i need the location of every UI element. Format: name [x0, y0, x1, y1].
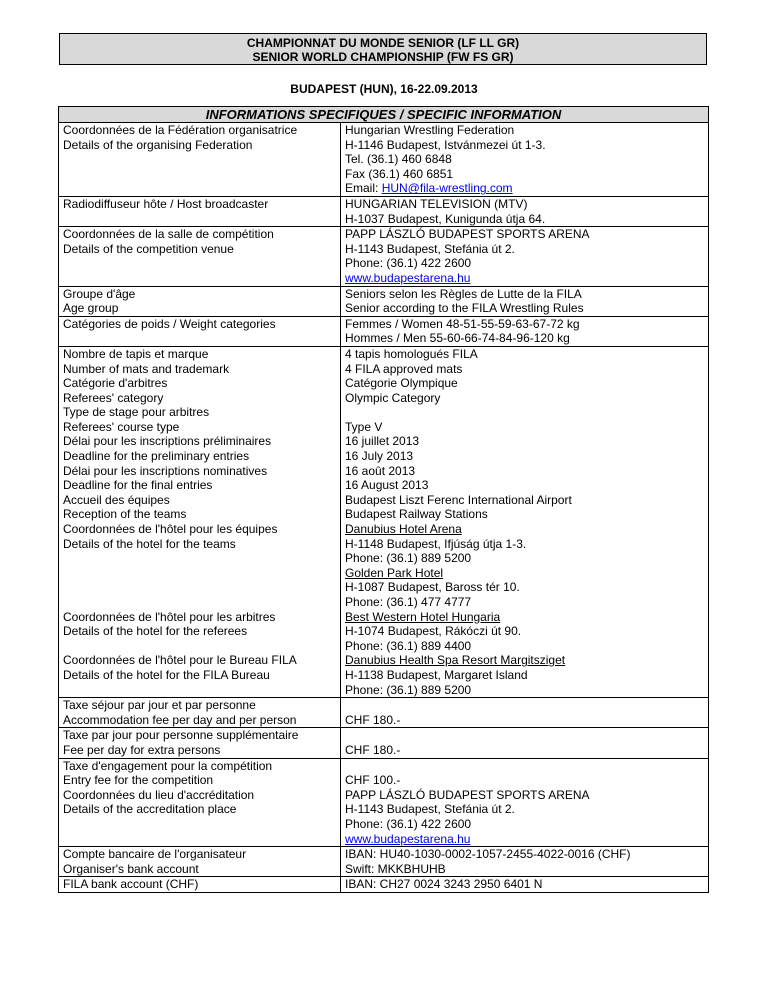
row-label	[59, 123, 341, 197]
table-row	[59, 758, 709, 847]
value-line: HUNGARIAN TELEVISION (MTV)	[345, 196, 528, 211]
value-line: Type V	[345, 419, 383, 434]
label-line: Taxe d'engagement pour la compétition	[63, 758, 273, 773]
row-label	[59, 728, 341, 758]
hotel-name: Danubius Health Spa Resort Margitsziget	[345, 653, 566, 668]
label-line	[63, 595, 336, 610]
value-line: H-1146 Budapest, Istvánmezei út 1-3.	[345, 137, 546, 152]
value-line: H-1138 Budapest, Margaret Island	[345, 667, 528, 682]
row-label	[59, 698, 341, 728]
label-line: Coordonnées de l'hôtel pour le Bureau FILA	[63, 653, 297, 668]
title-english: SENIOR WORLD CHAMPIONSHIP (FW FS GR)	[252, 50, 514, 64]
hotel-name: Golden Park Hotel	[345, 565, 444, 580]
row-label	[59, 227, 341, 286]
value-line: H-1087 Budapest, Baross tér 10.	[345, 580, 520, 595]
value-line: Olympic Category	[345, 390, 441, 405]
label-line: Accueil des équipes	[63, 492, 170, 507]
value-line	[345, 832, 704, 847]
value-line: Senior according to the FILA Wrestling Rules	[345, 301, 584, 316]
table-row	[59, 728, 709, 758]
value-line: H-1148 Budapest, Ifjúság útja 1-3.	[345, 536, 527, 551]
row-value	[341, 316, 709, 346]
link[interactable]: HUN@fila-wrestling.com	[381, 181, 513, 196]
label-line: Groupe d'âge	[63, 286, 136, 301]
value-line: Femmes / Women 48-51-55-59-63-67-72 kg	[345, 316, 580, 331]
label-line: Radiodiffuseur hôte / Host broadcaster	[63, 196, 269, 211]
table-row	[59, 286, 709, 316]
label-line: Number of mats and trademark	[63, 361, 230, 376]
label-line: Details of the hotel for the FILA Bureau	[63, 667, 270, 682]
label-line: Délai pour les inscriptions nominatives	[63, 463, 268, 478]
value-line	[345, 566, 704, 581]
table-row	[59, 346, 709, 697]
label-line: Organiser's bank account	[63, 861, 199, 876]
value-line: 16 July 2013	[345, 449, 414, 464]
row-value	[341, 286, 709, 316]
hotel-name: Danubius Hotel Arena	[345, 522, 462, 537]
table-heading-row	[59, 107, 709, 123]
row-value	[341, 123, 709, 197]
row-value	[341, 346, 709, 697]
label-line: Details of the accreditation place	[63, 802, 237, 817]
table-row	[59, 196, 709, 226]
value-line: Swift: MKKBHUHB	[345, 861, 446, 876]
label-line	[63, 580, 336, 595]
label-line: Coordonnées de l'hôtel pour les équipes	[63, 522, 278, 537]
value-line: Budapest Railway Stations	[345, 507, 488, 522]
value-line: 16 August 2013	[345, 478, 429, 493]
label-line: Catégories de poids / Weight categories	[63, 316, 276, 331]
label-line: Reception of the teams	[63, 507, 187, 522]
title-box	[59, 33, 707, 65]
label-line	[63, 639, 336, 654]
value-line: Fax (36.1) 460 6851	[345, 166, 454, 181]
value-line: Hommes / Men 55-60-66-74-84-96-120 kg	[345, 331, 570, 346]
value-line: H-1143 Budapest, Stefánia út 2.	[345, 241, 515, 256]
label-line: Taxe par jour pour personne supplémentaire	[63, 728, 299, 743]
label-line: Deadline for the preliminary entries	[63, 449, 250, 464]
value-line: 16 juillet 2013	[345, 434, 420, 449]
value-line: PAPP LÁSZLÓ BUDAPEST SPORTS ARENA	[345, 787, 590, 802]
value-line: H-1037 Budapest, Kunigunda útja 64.	[345, 211, 546, 226]
label-line	[63, 683, 336, 698]
value-line: IBAN: HU40-1030-0002-1057-2455-4022-0016 (CHF)	[345, 847, 631, 862]
value-line: Tel. (36.1) 460 6848	[345, 152, 452, 167]
specific-information-table	[58, 106, 709, 893]
row-label	[59, 196, 341, 226]
value-line	[345, 653, 704, 668]
label-line: Accommodation fee per day and per person	[63, 712, 297, 727]
row-label	[59, 758, 341, 847]
value-line	[345, 271, 704, 286]
label-line: Referees' course type	[63, 419, 180, 434]
label-line: Coordonnées de l'hôtel pour les arbitres	[63, 609, 276, 624]
value-line	[345, 405, 704, 420]
value-line: Phone: (36.1) 889 4400	[345, 638, 472, 653]
value-line: CHF 180.-	[345, 742, 401, 757]
label-line: FILA bank account (CHF)	[63, 877, 199, 892]
table-row	[59, 227, 709, 286]
value-line: Phone: (36.1) 889 5200	[345, 682, 472, 697]
value-line: H-1074 Budapest, Rákóczi út 90.	[345, 624, 522, 639]
value-line: 4 FILA approved mats	[345, 361, 463, 376]
table-row	[59, 316, 709, 346]
link[interactable]: www.budapestarena.hu	[345, 831, 471, 846]
value-line: Phone: (36.1) 422 2600	[345, 816, 472, 831]
row-label	[59, 316, 341, 346]
label-line: Age group	[63, 301, 119, 316]
value-line: PAPP LÁSZLÓ BUDAPEST SPORTS ARENA	[345, 227, 590, 242]
label-line: Details of the organising Federation	[63, 137, 253, 152]
value-line: CHF 180.-	[345, 712, 401, 727]
label-line: Deadline for the final entries	[63, 478, 213, 493]
row-value	[341, 847, 709, 877]
row-label	[59, 877, 341, 893]
label-line	[63, 551, 336, 566]
label-line: Details of the competition venue	[63, 241, 234, 256]
link[interactable]: www.budapestarena.hu	[345, 270, 471, 285]
row-value	[341, 227, 709, 286]
label-line: Coordonnées de la Fédération organisatrice	[63, 123, 298, 137]
value-line: CHF 100.-	[345, 773, 401, 788]
row-label	[59, 346, 341, 697]
value-line	[345, 759, 704, 774]
value-line	[345, 698, 704, 713]
value-line: Email: HUN@fila-wrestling.com	[345, 181, 513, 196]
value-line: Phone: (36.1) 889 5200	[345, 551, 472, 566]
label-line: Taxe séjour par jour et par personne	[63, 698, 256, 713]
value-line: Hungarian Wrestling Federation	[345, 123, 515, 137]
label-line: Type de stage pour arbitres	[63, 405, 210, 420]
row-value	[341, 698, 709, 728]
label-line: Details of the hotel for the teams	[63, 536, 236, 551]
value-line	[345, 610, 704, 625]
value-line: IBAN: CH27 0024 3243 2950 6401 N	[345, 877, 543, 892]
label-line: Délai pour les inscriptions préliminaires	[63, 434, 272, 449]
table-row	[59, 698, 709, 728]
label-line: Fee per day for extra persons	[63, 742, 221, 757]
table-row	[59, 123, 709, 197]
row-value	[341, 758, 709, 847]
label-line: Referees' category	[63, 390, 164, 405]
label-line: Details of the hotel for the referees	[63, 624, 248, 639]
label-line: Compte bancaire de l'organisateur	[63, 847, 247, 862]
value-line: Seniors selon les Règles de Lutte de la FILA	[345, 286, 582, 301]
label-line: Nombre de tapis et marque	[63, 346, 209, 361]
value-line	[345, 728, 704, 743]
row-value	[341, 877, 709, 893]
row-value	[341, 728, 709, 758]
label-line	[63, 566, 336, 581]
label-line: Entry fee for the competition	[63, 773, 214, 788]
label-line: Catégorie d'arbitres	[63, 376, 168, 391]
title-french: CHAMPIONNAT DU MONDE SENIOR (LF LL GR)	[246, 36, 520, 50]
hotel-name: Best Western Hotel Hungaria	[345, 609, 501, 624]
value-line: H-1143 Budapest, Stefánia út 2.	[345, 802, 515, 817]
row-label	[59, 847, 341, 877]
table-row	[59, 847, 709, 877]
value-line	[345, 522, 704, 537]
label-line: Coordonnées du lieu d'accréditation	[63, 787, 255, 802]
table-heading: INFORMATIONS SPECIFIQUES / SPECIFIC INFORMATION	[59, 107, 709, 123]
label-line: Coordonnées de la salle de compétition	[63, 227, 274, 242]
value-line: Budapest Liszt Ferenc International Airport	[345, 492, 572, 507]
row-value	[341, 196, 709, 226]
value-line: 16 août 2013	[345, 463, 416, 478]
row-label	[59, 286, 341, 316]
table-row	[59, 877, 709, 893]
event-location-date: BUDAPEST (HUN), 16-22.09.2013	[290, 82, 478, 96]
value-line: 4 tapis homologués FILA	[345, 346, 478, 361]
value-line: Catégorie Olympique	[345, 376, 458, 391]
value-line: Phone: (36.1) 422 2600	[345, 256, 472, 271]
value-line: Phone: (36.1) 477 4777	[345, 595, 472, 609]
